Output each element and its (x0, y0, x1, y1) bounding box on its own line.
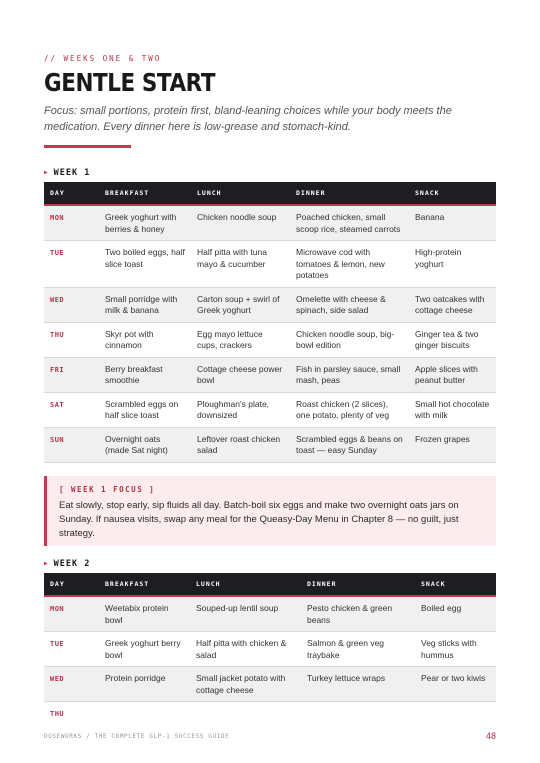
lunch-cell: Small jacket potato with cottage cheese (190, 667, 301, 702)
lunch-cell: Half pitta with chicken & salad (190, 632, 301, 667)
week-2-heading (44, 559, 90, 569)
table-row (44, 427, 496, 462)
lunch-cell: Carton soup + swirl of Greek yoghurt (191, 287, 290, 322)
week-1-focus-callout (44, 476, 496, 546)
dinner-cell (301, 702, 415, 726)
table-row (44, 596, 496, 632)
dinner-cell: Roast chicken (2 slices), one potato, plenty of veg (290, 392, 409, 427)
snack-cell: Banana (409, 205, 496, 241)
lunch-cell: Half pitta with tuna mayo & cucumber (191, 241, 290, 288)
week-2-heading-label: WEEK 2 (53, 559, 91, 569)
lunch-cell: Ploughman's plate, downsized (191, 392, 290, 427)
table-header-row (44, 182, 496, 205)
breakfast-cell: Two boiled eggs, half slice toast (99, 241, 191, 288)
dinner-cell: Omelette with cheese & spinach, side salad (290, 287, 409, 322)
column-header-lunch: LUNCH (191, 182, 290, 205)
table-row (44, 392, 496, 427)
breakfast-cell: Skyr pot with cinnamon (99, 322, 191, 357)
snack-cell: Small hot chocolate with milk (409, 392, 496, 427)
breakfast-cell (99, 702, 190, 726)
lunch-cell (190, 702, 301, 726)
breakfast-cell: Scrambled eggs on half slice toast (99, 392, 191, 427)
day-cell: TUE (44, 632, 99, 667)
dinner-cell: Salmon & green veg traybake (301, 632, 415, 667)
snack-cell (415, 702, 496, 726)
column-header-breakfast: BREAKFAST (99, 182, 191, 205)
dinner-cell: Scrambled eggs & beans on toast — easy Sunday (290, 427, 409, 462)
snack-cell: Pear or two kiwis (415, 667, 496, 702)
triangle-bullet-icon: ▶ (44, 169, 49, 176)
day-cell: MON (44, 596, 99, 632)
table-row (44, 241, 496, 288)
day-cell: WED (44, 667, 99, 702)
lunch-cell: Egg mayo lettuce cups, crackers (191, 322, 290, 357)
breakfast-cell: Overnight oats (made Sat night) (99, 427, 191, 462)
week-2-meal-table (44, 573, 496, 726)
day-cell: MON (44, 205, 99, 241)
column-header-dinner: DINNER (290, 182, 409, 205)
breakfast-cell: Small porridge with milk & banana (99, 287, 191, 322)
breakfast-cell: Weetabix protein bowl (99, 596, 190, 632)
day-cell: SAT (44, 392, 99, 427)
snack-cell: Boiled egg (415, 596, 496, 632)
dinner-cell: Chicken noodle soup, big-bowl edition (290, 322, 409, 357)
dinner-cell: Fish in parsley sauce, small mash, peas (290, 357, 409, 392)
day-cell: FRI (44, 357, 99, 392)
accent-divider (44, 145, 131, 148)
page-number: 48 (485, 731, 496, 741)
snack-cell: Two oatcakes with cottage cheese (409, 287, 496, 322)
dinner-cell: Microwave cod with tomatoes & lemon, new potatoes (290, 241, 409, 288)
snack-cell: Frozen grapes (409, 427, 496, 462)
running-footer: DOSEWORKS / THE COMPLETE GLP-1 SUCCESS GUIDE (44, 733, 230, 740)
breakfast-cell: Berry breakfast smoothie (99, 357, 191, 392)
snack-cell: Apple slices with peanut butter (409, 357, 496, 392)
day-cell: TUE (44, 241, 99, 288)
column-header-snack: SNACK (415, 573, 496, 596)
column-header-breakfast: BREAKFAST (99, 573, 190, 596)
breakfast-cell: Greek yoghurt berry bowl (99, 632, 190, 667)
column-header-snack: SNACK (409, 182, 496, 205)
column-header-day: DAY (44, 573, 99, 596)
day-cell: WED (44, 287, 99, 322)
dinner-cell: Pesto chicken & green beans (301, 596, 415, 632)
section-kicker: // WEEKS ONE & TWO (44, 54, 162, 63)
table-header-row (44, 573, 496, 596)
focus-text: Eat slowly, stop early, sip fluids all day. Batch-boil six eggs and make two overnight oats jars on Sunday. If nausea visits, swap any meal for the Queasy-Day Menu in Chapter 8 — no guilt, just strategy. (59, 500, 459, 539)
week-1-heading-label: WEEK 1 (53, 168, 91, 178)
breakfast-cell: Greek yoghurt with berries & honey (99, 205, 191, 241)
table-row (44, 667, 496, 702)
column-header-lunch: LUNCH (190, 573, 301, 596)
table-row (44, 632, 496, 667)
page-lede: Focus: small portions, protein first, bland-leaning choices while your body meets the medication. Every dinner here is low-grease and stomach-kind. (44, 105, 452, 133)
table-row (44, 287, 496, 322)
day-cell: THU (44, 322, 99, 357)
breakfast-cell: Protein porridge (99, 667, 190, 702)
lunch-cell: Cottage cheese power bowl (191, 357, 290, 392)
lunch-cell: Leftover roast chicken salad (191, 427, 290, 462)
snack-cell: Veg sticks with hummus (415, 632, 496, 667)
column-header-dinner: DINNER (301, 573, 415, 596)
table-row (44, 702, 496, 726)
page-title: GENTLE START (44, 68, 216, 97)
table-row (44, 205, 496, 241)
lunch-cell: Souped-up lentil soup (190, 596, 301, 632)
lunch-cell: Chicken noodle soup (191, 205, 290, 241)
focus-label: [ WEEK 1 FOCUS ] (59, 485, 156, 494)
snack-cell: High-protein yoghurt (409, 241, 496, 288)
dinner-cell: Turkey lettuce wraps (301, 667, 415, 702)
table-row (44, 357, 496, 392)
column-header-day: DAY (44, 182, 99, 205)
day-cell: THU (50, 710, 65, 718)
day-cell: SUN (44, 427, 99, 462)
snack-cell: Ginger tea & two ginger biscuits (409, 322, 496, 357)
dinner-cell: Poached chicken, small scoop rice, steamed carrots (290, 205, 409, 241)
week-1-meal-table (44, 182, 496, 463)
table-row (44, 322, 496, 357)
triangle-bullet-icon: ▶ (44, 560, 49, 567)
week-1-heading (44, 168, 90, 178)
